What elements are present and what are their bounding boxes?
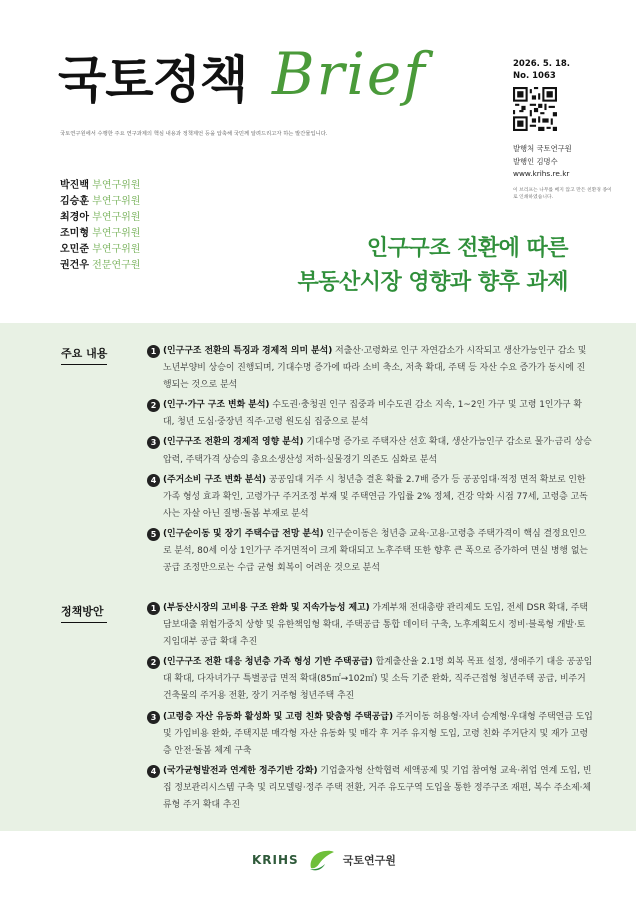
item-text xyxy=(163,709,593,760)
report-title-line1: 인구구조 전환에 따른 xyxy=(366,236,568,261)
author-name: 권건우 xyxy=(60,260,89,271)
publisher-info xyxy=(513,143,572,181)
author-name: 박진백 xyxy=(60,180,89,191)
list-item xyxy=(147,600,593,651)
author-role: 부연구위원 xyxy=(92,228,141,239)
qr-code-icon xyxy=(513,87,557,131)
website-link[interactable]: www.krihs.re.kr xyxy=(513,169,570,178)
author-role: 부연구위원 xyxy=(92,180,141,191)
item-number: 5 xyxy=(147,528,160,541)
item-text xyxy=(163,526,593,577)
author-role: 부연구위원 xyxy=(92,212,141,223)
item-heading: (인구구조 전환의 경제적 영향 분석) xyxy=(163,437,304,448)
author-name: 최경아 xyxy=(60,212,89,223)
author-name: 오민준 xyxy=(60,244,89,255)
author-item xyxy=(60,226,140,242)
report-title xyxy=(297,232,568,300)
item-number: 3 xyxy=(147,436,160,449)
item-heading: (고령층 자산 유동화 활성화 및 고령 친화 맞춤형 주택공급) xyxy=(163,711,394,722)
author-item xyxy=(60,210,140,226)
issue-date: 2026. 5. 18. xyxy=(513,59,571,69)
author-item xyxy=(60,194,140,210)
item-body: 합계출산율 2.1명 회복 목표 설정, 생애주기 대응 공공임대 확대, 다자녀가구 특별공급 면적 확대(85㎡→102㎡) 및 소득 기준 완화, 직주근접형 청년주택 공급, 비주거 건축물의 주거용 전환, 장기 거주형 청년주택 추진 xyxy=(163,657,593,702)
item-number: 1 xyxy=(147,345,160,358)
author-role: 부연구위원 xyxy=(92,244,141,255)
item-body: 가계부채 전대총량 관리제도 도입, 전세 DSR 확대, 주택담보대출 위험가중치 상향 및 유한책임형 확대, 주택공급 통합 데이터 구축, 노후계획도시 정비·블록형 개발·토지임대부 공급 확대 추진 xyxy=(163,603,588,648)
author-item xyxy=(60,242,140,258)
issuer: 발행인 김명수 xyxy=(513,156,558,166)
list-item xyxy=(147,434,593,468)
item-heading: (부동산시장의 고비용 구조 완화 및 지속가능성 제고) xyxy=(163,603,370,613)
item-text xyxy=(163,763,593,814)
eco-notice: 이 브리프는 나무를 베지 않고 만든 친환경 종이로 인쇄하였습니다. xyxy=(513,188,612,200)
list-item xyxy=(147,397,593,431)
author-item xyxy=(60,178,140,194)
author-role: 부연구위원 xyxy=(92,196,141,207)
krihs-leaf-icon xyxy=(307,848,335,872)
footer-logo xyxy=(252,848,396,872)
issue-number: No. 1063 xyxy=(513,71,556,81)
item-number: 1 xyxy=(147,602,160,615)
item-text xyxy=(163,397,593,431)
item-number: 4 xyxy=(147,474,160,487)
item-body: 인구순이동은 청년층 교육·고용·고령층 주택가격이 핵심 결정요인으로 분석, 80세 이상 1인가구 주거면적이 크게 확대되고 노후주택 또한 향후 큰 폭으로 증가하여 면실 병행 없는 공급 조정만으로는 수급 균형 회복이 어려운 것으로 분석 xyxy=(163,528,588,574)
list-item xyxy=(147,343,593,394)
author-name: 조미형 xyxy=(60,228,89,239)
item-number: 2 xyxy=(147,656,160,669)
item-number: 3 xyxy=(147,711,160,724)
item-body: 수도권·충청권 인구 집중과 비수도권 감소 지속, 1~2인 가구 및 고령 1인가구 확대, 청년 도심·중장년 직주·고령 원도심 집중으로 분석 xyxy=(163,400,582,428)
krihs-wordmark: KRIHS xyxy=(252,853,299,867)
section-label-main-contents: 주요 내용 xyxy=(61,345,107,365)
item-number: 4 xyxy=(147,765,160,778)
item-text xyxy=(163,343,593,394)
item-body: 주거이동 허용형·자녀 승계형·우대형 주택연금 도입 및 가입비용 완화, 주택지분 매각형 자산 유동화 및 매각 후 거주 유지형 도입, 고령 친화 주거단지 및 재가 고령층 안전·돌봄 체계 구축 xyxy=(163,711,593,756)
list-item xyxy=(147,709,593,760)
author-name: 김승훈 xyxy=(60,196,89,207)
section-label-policy: 정책방안 xyxy=(61,603,107,623)
item-body: 공공임대 거주 시 청년층 결혼 확률 2.7배 증가 등 공공임대·적정 면적 확보로 인한 가족 형성 효과 확인, 고령가구 주거조정 부재 및 주택연금 가입률 2% 정체, 건강 악화 시점 77세, 고령층 고독사는 자살 아닌 질병·돌봄 부재로 분석 xyxy=(163,474,588,519)
list-item xyxy=(147,526,593,577)
title-korean: 국토정책 xyxy=(58,51,248,109)
list-item xyxy=(147,472,593,523)
item-text xyxy=(163,434,593,468)
item-heading: (국가균형발전과 연계한 정주기반 강화) xyxy=(163,765,318,776)
item-text xyxy=(163,472,593,523)
author-role: 전문연구원 xyxy=(92,260,141,271)
author-item xyxy=(60,258,140,274)
footer-org-name: 국토연구원 xyxy=(342,854,396,867)
list-item xyxy=(147,763,593,814)
item-body: 기업출자형 산학협력 세액공제 및 기업 참여형 교육·취업 연계 도입, 빈집 정보관리시스템 구축 및 리모델링·정주 주택 전환, 거주 유도구역 도입을 통한 정주구조 재편, 복수 주소제·체류형 주거 확대 추진 xyxy=(163,765,592,811)
item-heading: (주거소비 구조 변화 분석) xyxy=(163,474,267,485)
author-list xyxy=(60,178,140,274)
item-heading: (인구구조 전환 대응 청년층 가족 형성 기반 주택공급) xyxy=(163,657,373,668)
item-text xyxy=(163,600,593,651)
item-heading: (인구구조 전환의 특징과 경제적 의미 분석) xyxy=(163,346,333,356)
list-item xyxy=(147,654,593,705)
item-body: 기대수명 증가로 주택자산 선호 확대, 생산가능인구 감소로 물가·금리 상승 압력, 주택가격 상승의 총요소생산성 저하·실물경기 의존도 심화로 분석 xyxy=(163,437,592,465)
item-heading: (인구·가구 구조 변화 분석) xyxy=(163,400,270,411)
report-title-line2: 부동산시장 영향과 향후 과제 xyxy=(297,270,568,295)
item-body: 저출산·고령화로 인구 자연감소가 시작되고 생산가능인구 감소 및 노년부양비 상승이 진행되며, 기대수명 증가에 따라 소비 축소, 저축 확대, 주택 등 자산 수요 증가가 동시에 진행되는 것으로 분석 xyxy=(163,346,587,391)
publisher: 발행처 국토연구원 xyxy=(513,144,572,153)
item-number: 2 xyxy=(147,399,160,412)
title-brief-logo: Brief xyxy=(272,40,427,108)
tagline: 국토연구원에서 수행한 주요 연구과제의 핵심 내용과 정책제언 등을 압축해 국민께 알려드리고자 하는 발간물입니다. xyxy=(60,131,328,137)
main-contents-list xyxy=(147,343,593,580)
item-text xyxy=(163,654,593,705)
policy-list xyxy=(147,600,593,817)
issue-info xyxy=(513,58,570,82)
item-heading: (인구순이동 및 장기 주택수급 전망 분석) xyxy=(163,528,324,539)
